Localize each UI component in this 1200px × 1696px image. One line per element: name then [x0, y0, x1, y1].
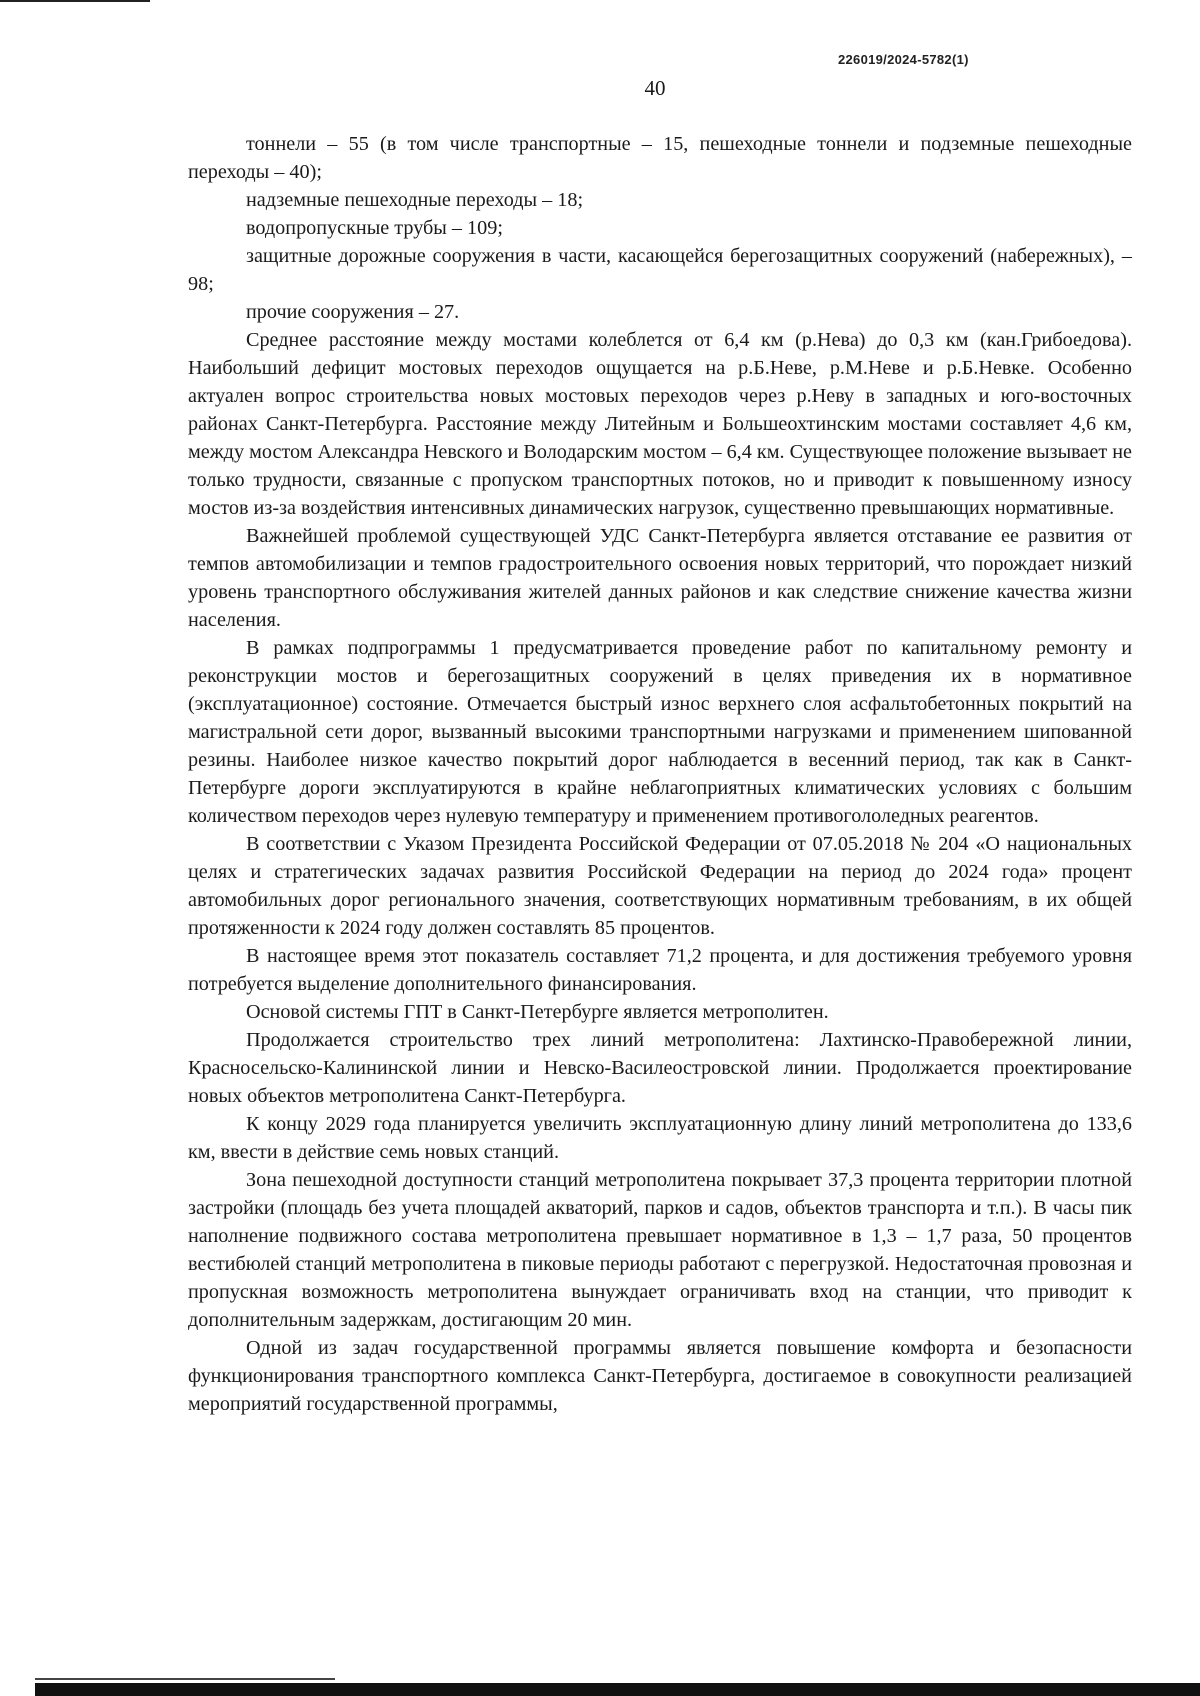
- paragraph: В рамках подпрограммы 1 предусматривается проведение работ по капитальному ремонту и реконструкции мостов и берегозащитных сооружений в целях приведения их в нормативное (эксплуатационное) состояние. Отмечается быстрый износ верхнего слоя асфальтобетонных покрытий на магистральной сети дорог, вызванный высокими транспортными нагрузками и применением шипованной резины. Наиболее низкое качество покрытий дорог наблюдается в весенний период, так как в Санкт-Петербурге дороги эксплуатируются в крайне неблагоприятных климатических условиях с большим количеством переходов через нулевую температуру и применением противогололедных реагентов.: [188, 637, 1132, 827]
- paragraph: В соответствии с Указом Президента Российской Федерации от 07.05.2018 № 204 «О национальных целях и стратегических задачах развития Российской Федерации на период до 2024 года» процент автомобильных дорог регионального значения, соответствующих нормативным требованиям, в их общей протяженности к 2024 году должен составлять 85 процентов.: [188, 833, 1132, 939]
- paragraph: Продолжается строительство трех линий метрополитена: Лахтинско-Правобережной линии, Красносельско-Калининской линии и Невско-Василеостровской линии. Продолжается проектирование новых объектов метрополитена Санкт-Петербурга.: [188, 1029, 1132, 1107]
- scan-edge-bar: [35, 1683, 1200, 1696]
- document-id-stamp: 226019/2024-5782(1): [838, 52, 969, 67]
- page-number: 40: [644, 76, 666, 100]
- paragraph: Среднее расстояние между мостами колеблется от 6,4 км (р.Нева) до 0,3 км (кан.Грибоедова). Наибольший дефицит мостовых переходов ощущается на р.Б.Неве, р.М.Неве и р.Б.Невке. Особенно актуален вопрос строительства новых мостовых переходов через р.Неву в западных и юго-восточных районах Санкт-Петербурга. Расстояние между Литейным и Большеохтинским мостами составляет 4,6 км, между мостом Александра Невского и Володарским мостом – 6,4 км. Существующее положение вызывает не только трудности, связанные с пропуском транспортных потоков, но и приводит к повышенному износу мостов из-за воздействия интенсивных динамических нагрузок, существенно превышающих нормативные.: [188, 329, 1132, 519]
- paragraph: Основой системы ГПТ в Санкт-Петербурге является метрополитен.: [246, 1001, 829, 1023]
- paragraph: водопропускные трубы – 109;: [246, 217, 503, 239]
- document-body: [188, 130, 1132, 1418]
- paragraph: защитные дорожные сооружения в части, касающейся берегозащитных сооружений (набережных), – 98;: [188, 245, 1132, 295]
- paragraph: Одной из задач государственной программы является повышение комфорта и безопасности функционирования транспортного комплекса Санкт-Петербурга, достигаемое в совокупности реализацией мероприятий государственной программы,: [188, 1337, 1132, 1415]
- paragraph: В настоящее время этот показатель составляет 71,2 процента, и для достижения требуемого уровня потребуется выделение дополнительного финансирования.: [188, 945, 1132, 995]
- scan-edge-line: [35, 1678, 335, 1680]
- paragraph: тоннели – 55 (в том числе транспортные – 15, пешеходные тоннели и подземные пешеходные переходы – 40);: [188, 133, 1132, 183]
- paragraph: Зона пешеходной доступности станций метрополитена покрывает 37,3 процента территории плотной застройки (площадь без учета площадей акваторий, парков и садов, объектов транспорта и т.п.). В часы пик наполнение подвижного состава метрополитена превышает нормативное в 1,3 – 1,7 раза, 50 процентов вестибюлей станций метрополитена в пиковые периоды работают с перегрузкой. Недостаточная провозная и пропускная возможность метрополитена вынуждает ограничивать вход на станции, что приводит к дополнительным задержкам, достигающим 20 мин.: [188, 1169, 1132, 1331]
- scan-edge-line: [0, 0, 150, 2]
- paragraph: Важнейшей проблемой существующей УДС Санкт-Петербурга является отставание ее развития от темпов автомобилизации и темпов градостроительного освоения новых территорий, что порождает низкий уровень транспортного обслуживания жителей данных районов и как следствие снижение качества жизни населения.: [188, 525, 1132, 631]
- paragraph: надземные пешеходные переходы – 18;: [246, 189, 584, 211]
- paragraph: К концу 2029 года планируется увеличить эксплуатационную длину линий метрополитена до 133,6 км, ввести в действие семь новых станций.: [188, 1113, 1132, 1163]
- paragraph: прочие сооружения – 27.: [246, 301, 460, 323]
